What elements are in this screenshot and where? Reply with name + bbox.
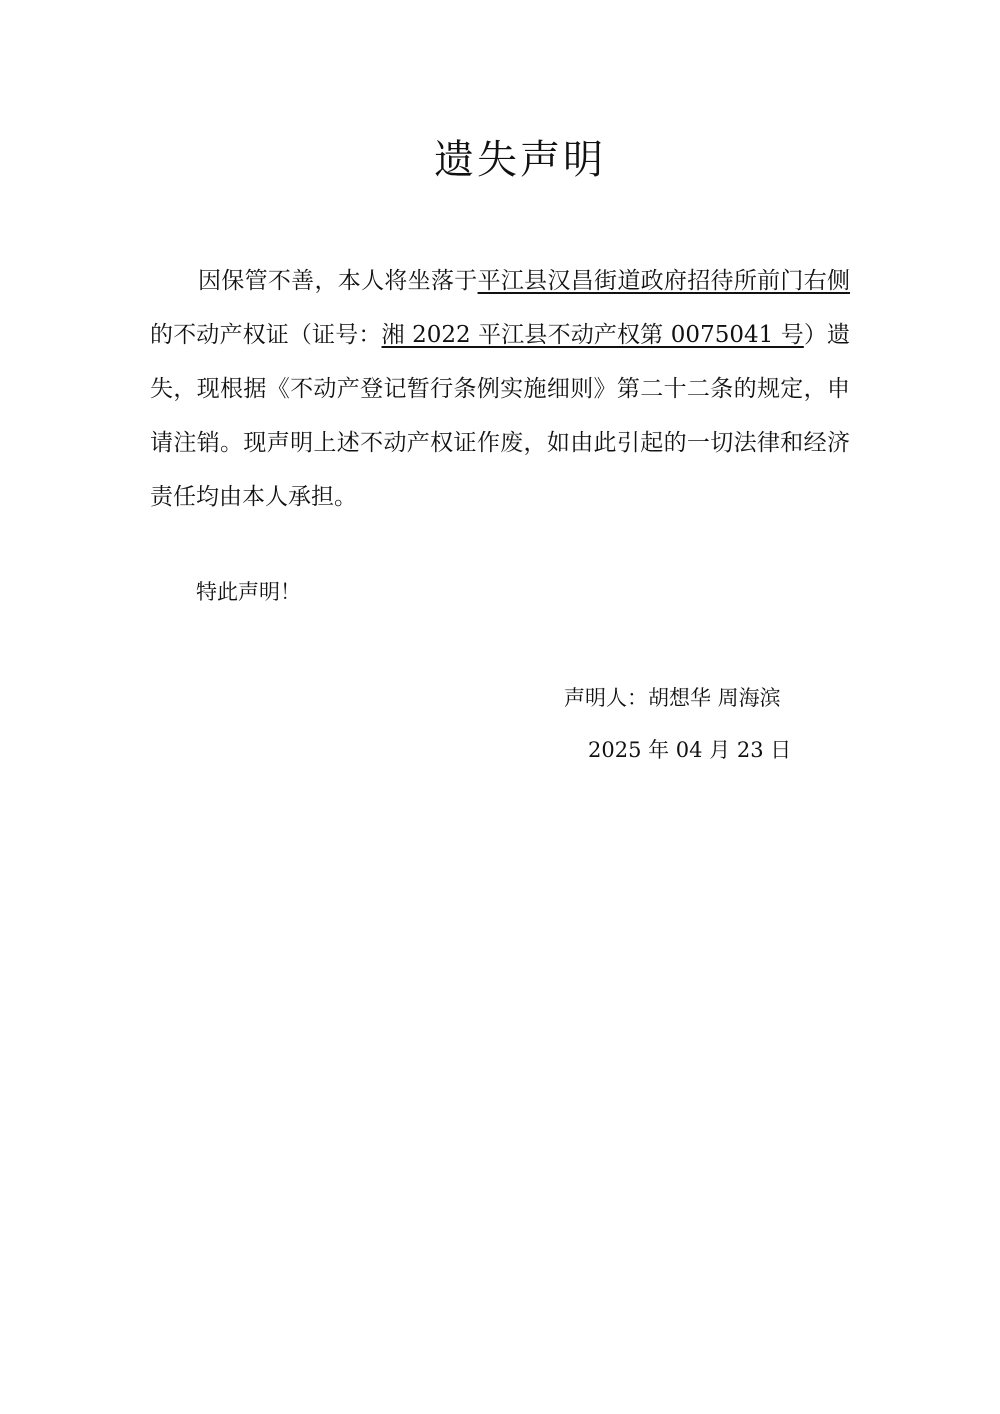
body-after-certificate: ）遗失，现根据《不动产登记暂行条例实施细则》第二十二条的规定，申请注销。现声明上述不动产权证作废，如由此引起的一切法律和经济责任均由本人承担。	[150, 322, 850, 510]
body-intro: 因保管不善，本人将坐落于	[198, 268, 478, 294]
declaration-body	[150, 254, 850, 524]
property-location: 平江县汉昌街道政府招待所前门右侧	[477, 268, 851, 294]
document-title: 遗失声明	[434, 137, 606, 183]
declaration-date: 2025 年 04 月 23 日	[588, 738, 792, 762]
body-after-location: 的不动产权证（证号：	[150, 322, 382, 348]
declarant-line: 声明人：胡想华 周海滨	[564, 686, 781, 710]
certificate-number: 湘 2022 平江县不动产权第 0075041 号	[381, 322, 804, 348]
closing-statement: 特此声明！	[196, 580, 301, 604]
